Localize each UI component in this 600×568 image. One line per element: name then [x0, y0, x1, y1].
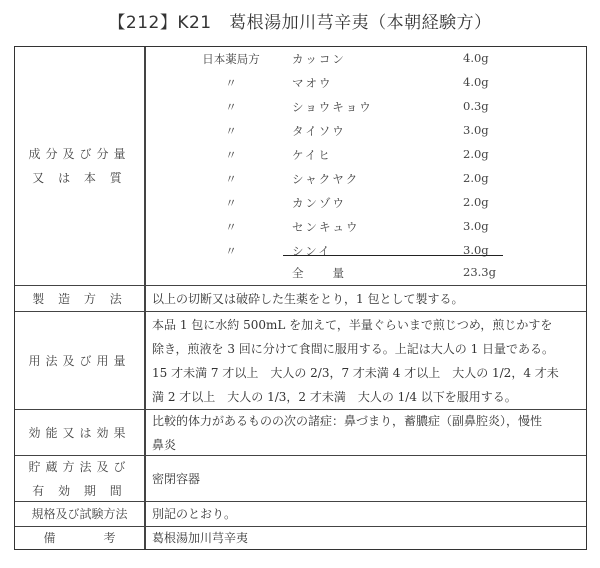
ingredient-name: シンイ	[292, 244, 332, 258]
efficacy-row	[15, 409, 586, 455]
ingredient-row	[15, 171, 586, 191]
remarks-row	[15, 526, 586, 549]
ingredient-origin: 〃	[225, 76, 237, 90]
ingredient-origin: 〃	[225, 172, 237, 186]
total-label: 全 量	[292, 266, 346, 280]
composition-row	[15, 47, 586, 285]
row-label: 備 考	[15, 527, 146, 549]
ingredient-row	[15, 243, 586, 263]
total-divider	[283, 255, 503, 256]
row-text: 本品 1 包に水約 500mL を加えて，半量ぐらいまで煎じつめ，煎じかすを	[152, 317, 553, 332]
ingredient-origin: 〃	[225, 100, 237, 114]
ingredient-amount: 3.0g	[463, 123, 489, 137]
ingredient-name: ケイヒ	[292, 148, 332, 162]
ingredient-name: タイソウ	[292, 124, 346, 138]
ingredient-amount: 2.0g	[463, 171, 489, 185]
row-text: 別記のとおり。	[152, 507, 237, 521]
row-label: 製 造 方 法	[15, 286, 146, 311]
total-amount: 23.3g	[463, 265, 496, 279]
ingredient-name: センキュウ	[292, 220, 360, 234]
ingredient-row	[15, 51, 586, 71]
row-text: 満 2 才以上 大人の 1/3，2 才未満 大人の 1/4 以下を服用する。	[152, 389, 517, 404]
label-line: 又 は 本 質	[32, 171, 127, 185]
ingredient-row	[15, 219, 586, 239]
row-label: 規格及び試験方法	[15, 502, 146, 526]
row-text: 比較的体力があるものの次の諸症：鼻づまり，蓄膿症（副鼻腔炎），慢性	[152, 413, 543, 428]
ingredient-name: シャクヤク	[292, 172, 360, 186]
row-label: 用法及び用量	[15, 312, 146, 409]
manufacturing-row	[15, 285, 586, 311]
row-text: 除き，煎液を 3 回に分けて食間に服用する。上記は大人の 1 日量である。	[152, 341, 555, 356]
ingredient-amount: 3.0g	[463, 219, 489, 233]
ingredient-origin: 〃	[225, 124, 237, 138]
ingredient-origin: 〃	[225, 148, 237, 162]
ingredient-origin: 〃	[225, 244, 237, 258]
ingredient-amount: 4.0g	[463, 51, 489, 65]
ingredient-origin: 〃	[225, 196, 237, 210]
ingredient-amount: 0.3g	[463, 99, 489, 113]
ingredient-amount: 3.0g	[463, 243, 489, 257]
specification-table	[14, 46, 587, 550]
ingredient-amount: 4.0g	[463, 75, 489, 89]
row-label	[15, 456, 146, 501]
label-line: 成分及び分量	[28, 147, 131, 161]
row-text: 鼻炎	[152, 437, 177, 452]
label-line: 貯蔵方法及び	[28, 459, 131, 474]
ingredient-origin: 〃	[225, 220, 237, 234]
row-text: 葛根湯加川芎辛夷	[152, 531, 249, 545]
ingredient-name: ショウキョウ	[292, 100, 373, 114]
ingredient-row	[15, 123, 586, 143]
ingredient-name: カンゾウ	[292, 196, 346, 210]
ingredient-row	[15, 147, 586, 167]
dosage-row	[15, 311, 586, 409]
label-line: 有 効 期 間	[32, 483, 127, 498]
ingredient-origin: 日本薬局方	[202, 52, 260, 66]
ingredient-amount: 2.0g	[463, 195, 489, 209]
ingredient-amount: 2.0g	[463, 147, 489, 161]
ingredient-row	[15, 195, 586, 215]
ingredient-name: マオウ	[292, 76, 333, 90]
row-label: 効能又は効果	[15, 410, 146, 455]
storage-row	[15, 455, 586, 501]
ingredient-name: カッコン	[292, 52, 346, 66]
ingredient-row	[15, 99, 586, 119]
row-text: 密閉容器	[152, 471, 201, 486]
page-title: 【212】K21 葛根湯加川芎辛夷（本朝経験方）	[108, 13, 492, 33]
total-row	[15, 265, 586, 285]
row-text: 以上の切断又は破砕した生薬をとり，1 包として製する。	[152, 291, 464, 306]
specification-method-row	[15, 501, 586, 526]
row-text: 15 才未満 7 才以上 大人の 2/3，7 才未満 4 才以上 大人の 1/2，4 才未	[152, 365, 559, 380]
ingredient-row	[15, 75, 586, 95]
